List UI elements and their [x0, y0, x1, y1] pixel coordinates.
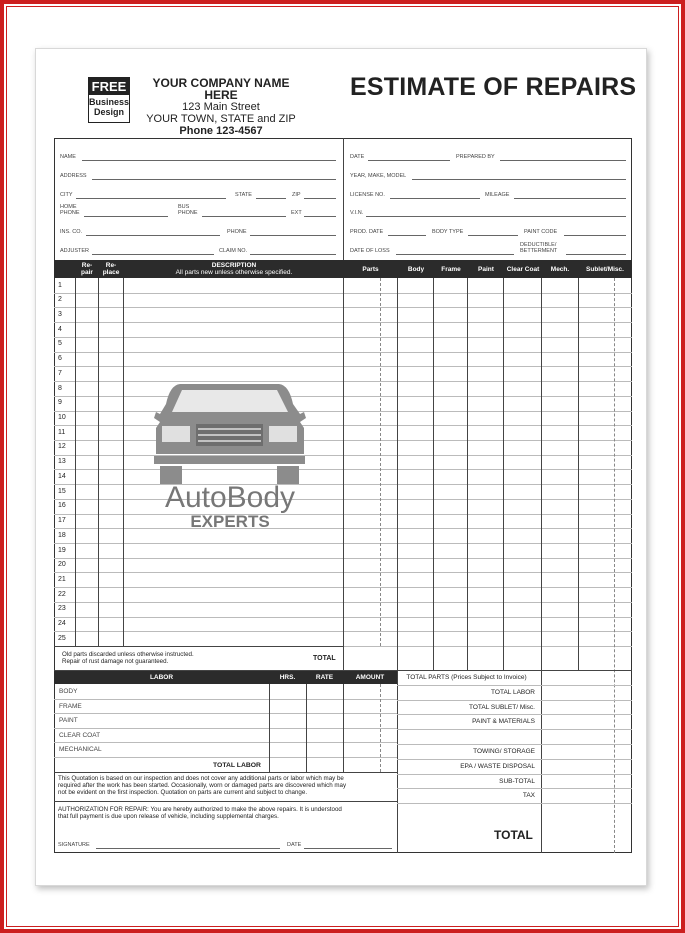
license-no-field[interactable] [390, 198, 480, 199]
row-number: 19 [58, 546, 66, 554]
row-number: 18 [58, 531, 66, 539]
quotation-text: This Quotation is based on our inspection and does not cover any additional parts or labor which may be required after the work has been started. Occasionally, worn or damaged parts are discovered which may not be evident on the first inspection. Quotation on parts are current and subject to change. [58, 775, 347, 796]
watermark-experts: EXPERTS [190, 512, 270, 531]
summary-row-line [397, 685, 632, 686]
labor-item-label: FRAME [59, 702, 82, 710]
row-number: 16 [58, 502, 66, 510]
labor-line-cents [380, 684, 381, 772]
row-number: 13 [58, 458, 66, 466]
labor-row-line [54, 699, 397, 700]
labor-header: LABOR [149, 674, 174, 681]
amount-header: AMOUNT [355, 674, 385, 681]
watermark-autobody: AutoBody [164, 481, 296, 514]
logo-business: Business [89, 97, 130, 107]
zip-field[interactable] [304, 198, 336, 199]
col-replace-header: Re- place [102, 262, 120, 276]
summary-row-line [397, 788, 632, 789]
labor-line-hrs [269, 684, 270, 772]
labor-header-bar [54, 670, 397, 684]
summary-row-line [397, 700, 632, 701]
summary-item-label: TOTAL SUBLET/ Misc. [469, 703, 535, 711]
summary-row-line [397, 714, 632, 715]
labor-item-label: CLEAR COAT [59, 731, 101, 739]
row-number: 12 [58, 443, 66, 451]
ins-co-label: INS. CO. [60, 229, 83, 235]
col-mech-header: Mech. [550, 266, 570, 273]
deductible-field[interactable] [566, 254, 626, 255]
prod-date-label: PROD. DATE [350, 229, 384, 235]
summary-row-line [397, 759, 632, 760]
page-title: ESTIMATE OF REPAIRS [350, 73, 637, 101]
row-number: 5 [58, 340, 62, 348]
row-number: 9 [58, 399, 62, 407]
row-number: 15 [58, 487, 66, 495]
col-frame-header: Frame [441, 266, 461, 273]
parts-note: Old parts discarded unless otherwise instructed. Repair of rust damage not guaranteed. [62, 651, 194, 665]
summary-item-label: TAX [522, 792, 535, 800]
row-number: 10 [58, 414, 66, 421]
logo-design: Design [93, 107, 124, 117]
summary-item-label: TOTAL LABOR [491, 688, 535, 696]
vin-label: V.I.N. [350, 210, 364, 216]
state-field[interactable] [256, 198, 286, 199]
logo-free: FREE [89, 78, 129, 95]
col-sublet-header: Sublet/Misc. [586, 266, 624, 273]
date-of-loss-label: DATE OF LOSS [350, 248, 390, 254]
labor-line-amount [343, 684, 344, 772]
col-line-paint [467, 278, 468, 670]
license-no-label: LICENSE NO. [350, 192, 385, 198]
vin-field[interactable] [366, 216, 626, 217]
claim-no-label: CLAIM NO. [219, 248, 248, 254]
summary-item-label: SUB-TOTAL [499, 777, 535, 785]
col-line-description [123, 278, 124, 646]
row-number: 24 [58, 620, 66, 628]
row-number: 4 [58, 325, 62, 333]
ins-co-field[interactable] [86, 235, 220, 236]
col-line-clear-coat [503, 278, 504, 670]
home-phone-label: HOME PHONE [60, 204, 80, 216]
row-number: 25 [58, 634, 66, 642]
total-labor-label: TOTAL LABOR [213, 762, 261, 769]
summary-row-line [397, 774, 632, 775]
col-body-header: Body [407, 266, 425, 273]
col-line-sublet-cents [614, 278, 615, 853]
body-type-label: BODY TYPE [432, 229, 464, 235]
zip-label: ZIP [292, 192, 301, 198]
quote-top-line [54, 772, 397, 773]
company-phone: Phone 123-4567 [179, 125, 263, 137]
row-number: 6 [58, 355, 62, 363]
note-top-line [54, 646, 344, 647]
name-label: NAME [60, 154, 76, 160]
summary-row-line [397, 729, 632, 730]
row-number: 14 [58, 472, 66, 480]
row-number: 21 [58, 575, 66, 583]
labor-item-label: PAINT [59, 717, 78, 725]
ext-label: EXT [291, 210, 302, 216]
row-number: 23 [58, 605, 66, 613]
summary-item-label: TOTAL PARTS (Prices Subject to Invoice) [406, 674, 527, 681]
auth-top-line [54, 801, 397, 802]
address-label: ADDRESS [60, 173, 87, 179]
state-label: STATE [235, 192, 252, 198]
parts-total-label: TOTAL [313, 655, 336, 662]
prepared-by-label: PREPARED BY [456, 154, 495, 160]
labor-row-line [54, 728, 397, 729]
labor-item-label: BODY [59, 688, 78, 695]
year-make-model-field[interactable] [412, 179, 626, 180]
col-line-mech [541, 278, 542, 853]
address-field[interactable] [92, 179, 336, 180]
summary-row-line [397, 803, 632, 804]
row-number: 1 [58, 281, 62, 289]
col-parts-header: Parts [362, 266, 379, 273]
summary-item-label: PAINT & MATERIALS [472, 718, 535, 726]
business-design-logo [88, 77, 130, 123]
deductible-label: DEDUCTIBLE/ BETTERMENT [520, 242, 558, 254]
rate-header: RATE [315, 674, 334, 681]
city-field[interactable] [76, 198, 226, 199]
col-line-parts-cents [380, 278, 381, 646]
row-number: 7 [58, 369, 62, 377]
company-town: YOUR TOWN, STATE and ZIP [146, 113, 296, 125]
col-repair-header: Re- pair [81, 262, 93, 276]
row-number: 20 [58, 561, 66, 569]
adjuster-field[interactable] [92, 254, 214, 255]
labor-line-rate [306, 684, 307, 772]
ext-field[interactable] [304, 216, 336, 217]
col-paint-header: Paint [478, 266, 494, 273]
signature-field[interactable] [96, 848, 280, 849]
col-line-frame [433, 278, 434, 670]
phone-label: PHONE [227, 229, 247, 235]
home-phone-field[interactable] [84, 216, 168, 217]
date-of-loss-field[interactable] [396, 254, 514, 255]
date-label: DATE [350, 154, 365, 160]
row-number: 17 [58, 517, 66, 524]
company-block [136, 77, 306, 137]
mileage-field[interactable] [514, 198, 626, 199]
row-number: 3 [58, 310, 62, 318]
prepared-by-field[interactable] [500, 160, 626, 161]
summary-row-line [397, 744, 632, 745]
sig-date-field[interactable] [304, 848, 392, 849]
row-number: 22 [58, 590, 66, 598]
col-line-sublet [578, 278, 579, 670]
labor-row-line [54, 713, 397, 714]
phone-field[interactable] [250, 235, 336, 236]
info-divider [343, 138, 344, 260]
bus-phone-label: BUS PHONE [178, 204, 198, 216]
body-type-field[interactable] [468, 235, 518, 236]
name-field[interactable] [82, 160, 336, 161]
col-line-parts [343, 278, 344, 670]
column-header-bar [54, 260, 632, 278]
company-street: 123 Main Street [182, 101, 260, 113]
paint-code-label: PAINT CODE [524, 229, 558, 235]
claim-no-field[interactable] [250, 254, 336, 255]
labor-row-line [54, 742, 397, 743]
row-number: 11 [58, 428, 66, 436]
col-description-header: DESCRIPTION All parts new unless otherwise specified. [175, 262, 293, 276]
labor-top-line [54, 670, 632, 671]
row-number: 8 [58, 384, 62, 392]
car-icon [152, 382, 307, 486]
col-line-replace [98, 278, 99, 646]
adjuster-label: ADJUSTER [60, 248, 90, 254]
signature-label: SIGNATURE [58, 842, 90, 848]
paint-code-field[interactable] [564, 235, 626, 236]
hrs-header: HRS. [279, 674, 296, 681]
company-name: YOUR COMPANY NAME HERE [152, 76, 290, 102]
grand-total-label: TOTAL [494, 828, 533, 842]
col-clear-coat-header: Clear Coat [506, 266, 540, 273]
col-line-repair [75, 278, 76, 646]
prod-date-field[interactable] [388, 235, 426, 236]
labor-item-label: MECHANICAL [59, 746, 102, 754]
mileage-label: MILEAGE [485, 192, 510, 198]
authorization-text: AUTHORIZATION FOR REPAIR: You are hereby authorized to make the above repairs. It is understood that full payment is due upon release of vehicle, including supplemental charges. [58, 806, 342, 820]
labor-row-line [54, 757, 397, 758]
date-field[interactable] [368, 160, 450, 161]
sig-date-label: DATE [287, 842, 302, 848]
summary-item-label: TOWING/ STORAGE [473, 748, 535, 755]
row-number: 2 [58, 296, 62, 304]
bus-phone-field[interactable] [202, 216, 286, 217]
summary-item-label: EPA / WASTE DISPOSAL [460, 762, 535, 770]
city-label: CITY [60, 192, 73, 198]
year-make-model-label: YEAR, MAKE, MODEL [350, 173, 407, 179]
